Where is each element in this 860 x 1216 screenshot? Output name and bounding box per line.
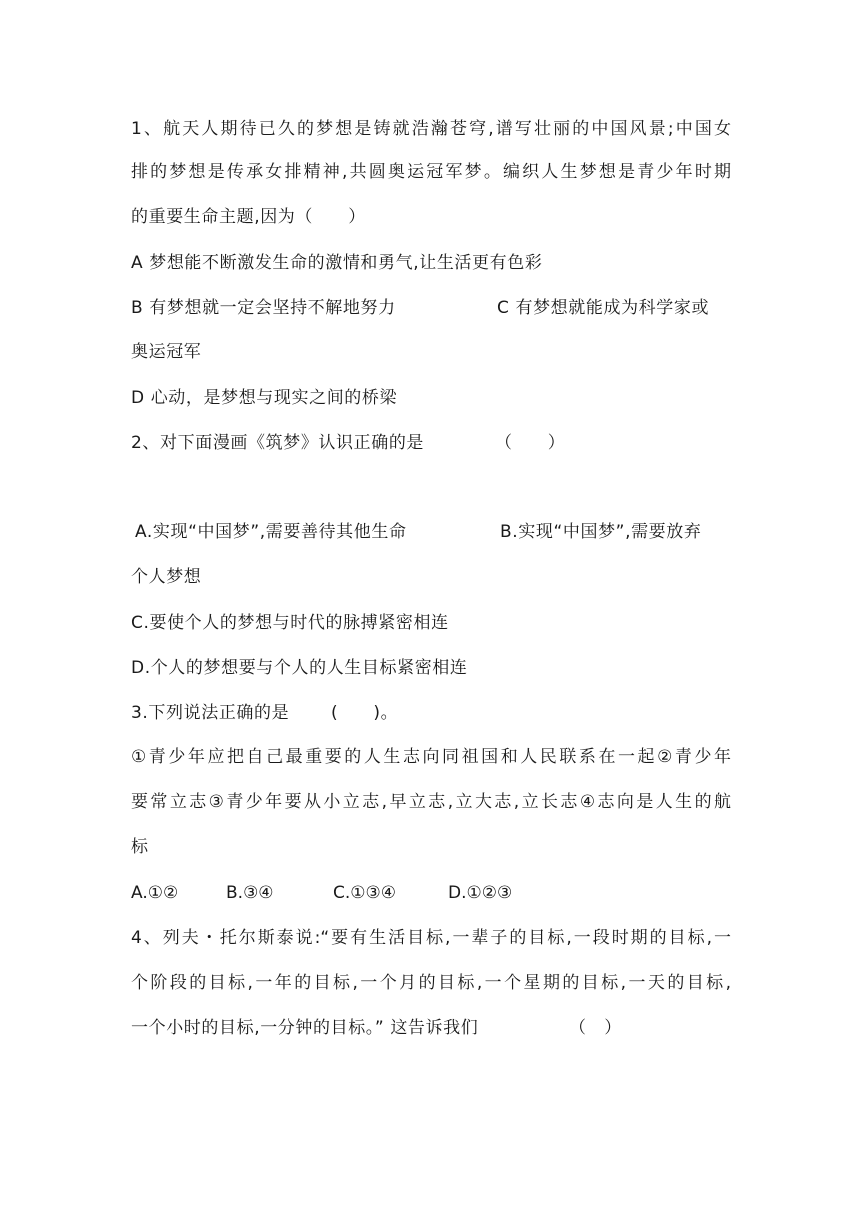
q1-option-a: A 梦想能不断激发生命的激情和勇气,让生活更有色彩: [131, 253, 543, 273]
q3-answer-paren: ( )。: [331, 703, 399, 723]
q4-stem-line-1: 4、列夫・托尔斯泰说:“要有生活目标,一辈子的目标,一段时期的目标,一: [131, 928, 731, 948]
q2-stem-text: 2、对下面漫画《筑梦》认识正确的是: [131, 433, 425, 453]
q3-statements-line-2: 要常立志③青少年要从小立志,早立志,立大志,立长志④志向是人生的航: [131, 792, 731, 812]
q2-option-d: D.个人的梦想要与个人的人生目标紧密相连: [131, 658, 468, 678]
q3-statements-line-3: 标: [131, 837, 149, 857]
q1-option-b: B 有梦想就一定会坚持不解地努力: [131, 298, 396, 318]
q3-option-b: B.③④: [226, 883, 274, 903]
q1-stem-line-1: 1、航天人期待已久的梦想是铸就浩瀚苍穹,谱写壮丽的中国风景;中国女: [131, 119, 731, 139]
q4-answer-paren: （ ）: [569, 1018, 622, 1038]
q1-option-c: C 有梦想就能成为科学家或: [497, 298, 710, 318]
q4-stem-line-2: 个阶段的目标,一年的目标,一个月的目标,一个星期的目标,一天的目标,: [131, 973, 731, 993]
q2-option-a: A.实现“中国梦”,需要善待其他生命: [135, 522, 407, 542]
q3-option-c: C.①③④: [333, 883, 396, 903]
q1-option-d: D 心动，是梦想与现实之间的桥梁: [131, 388, 398, 408]
q1-stem-line-3: 的重要生命主题,因为（ ）: [131, 207, 366, 227]
q2-answer-paren: （ ）: [495, 433, 566, 453]
q1-stem-line-2: 排的梦想是传承女排精神,共圆奥运冠军梦。编织人生梦想是青少年时期: [131, 162, 731, 182]
q1-option-c-continued: 奥运冠军: [131, 342, 202, 362]
q4-stem-text: 一个小时的目标,一分钟的目标。” 这告诉我们: [131, 1018, 479, 1038]
q2-option-b: B.实现“中国梦”,需要放弃: [500, 522, 702, 542]
q3-stem-text: 3.下列说法正确的是: [131, 703, 290, 723]
q3-option-d: D.①②③: [448, 883, 513, 903]
q3-statements-line-1: ①青少年应把自己最重要的人生志向同祖国和人民联系在一起②青少年: [131, 747, 731, 767]
q3-option-a: A.①②: [131, 883, 179, 903]
q2-option-c: C.要使个人的梦想与时代的脉搏紧密相连: [131, 613, 449, 633]
q2-option-b-continued: 个人梦想: [131, 567, 202, 587]
